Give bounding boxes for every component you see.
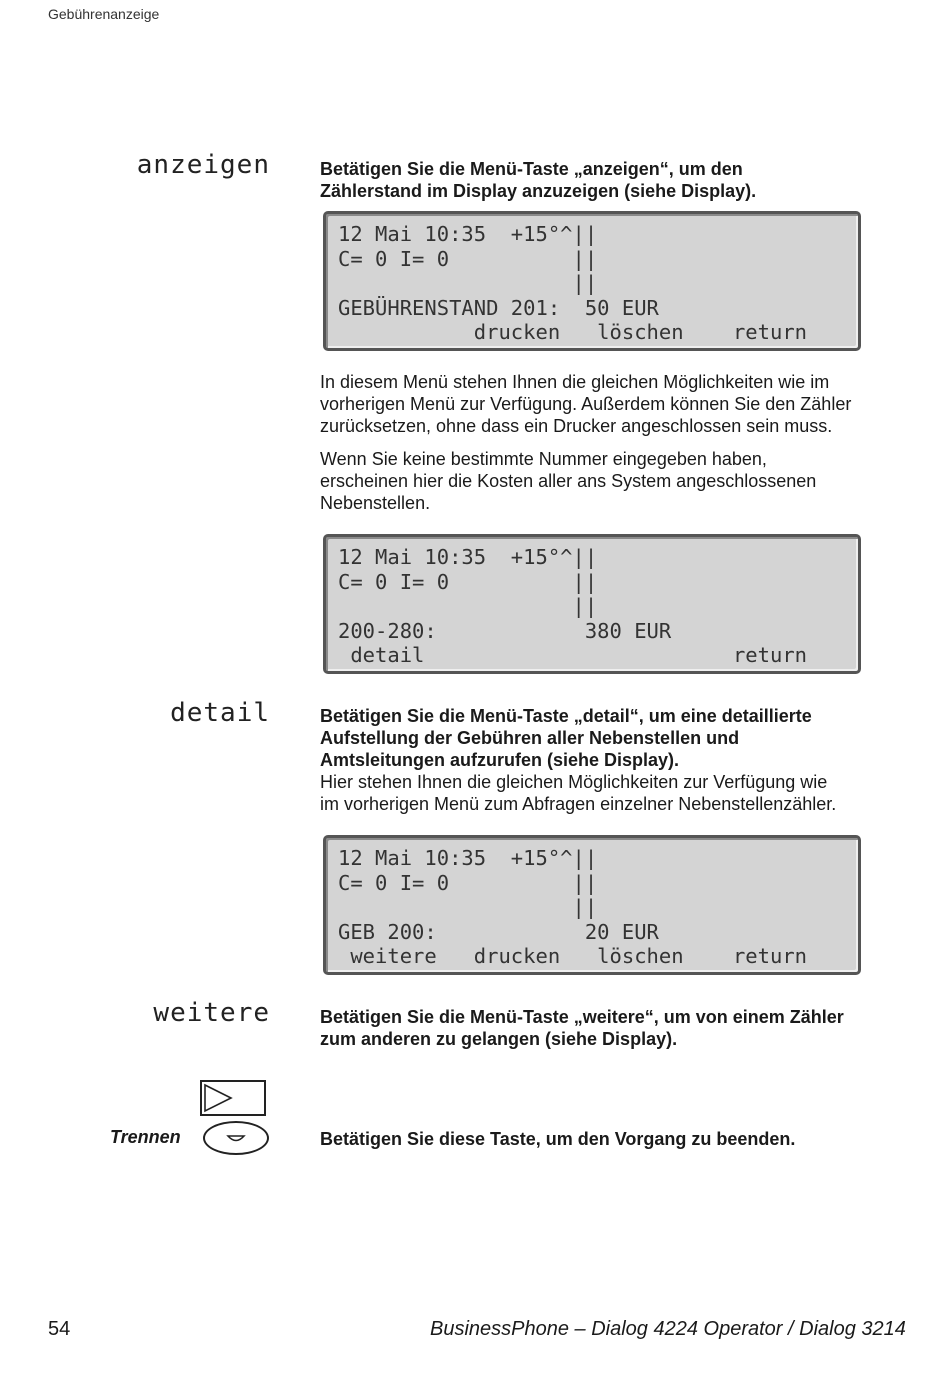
instruction-line: zum anderen zu gelangen (siehe Display). xyxy=(320,1029,678,1049)
menu-key-weitere: weitere xyxy=(153,998,270,1028)
menu-key-detail: detail xyxy=(170,698,270,728)
instruction-line: Betätigen Sie die Menü-Taste „detail“, um eine detaillierte xyxy=(320,706,812,726)
lcd-softkeys: drucken löschen return xyxy=(338,320,807,344)
lcd-line: 12 Mai 10:35 +15°^|| xyxy=(338,545,598,569)
instruction-line: Betätigen Sie die Menü-Taste „anzeigen“, um den xyxy=(320,159,743,179)
paragraph-line: zurücksetzen, ohne dass ein Drucker angeschlossen sein muss. xyxy=(320,416,833,436)
page-number: 54 xyxy=(48,1318,71,1340)
lcd-display-detail xyxy=(323,835,861,975)
lcd-line: C= 0 I= 0 || xyxy=(338,569,598,594)
running-header: Gebührenanzeige xyxy=(48,6,160,22)
paragraph-line: Hier stehen Ihnen die gleichen Möglichkeiten zur Verfügung wie xyxy=(320,772,828,792)
lcd-line: || xyxy=(338,271,598,295)
instruction-line: Zählerstand im Display anzuzeigen (siehe Display). xyxy=(320,181,757,201)
lcd-line: GEBÜHRENSTAND 201: 50 EUR xyxy=(338,295,659,320)
lcd-line: 12 Mai 10:35 +15°^|| xyxy=(338,222,598,246)
trennen-instruction: Betätigen Sie diese Taste, um den Vorgang zu beenden. xyxy=(320,1129,796,1149)
lcd-line: GEB 200: 20 EUR xyxy=(338,919,659,944)
lcd-line: C= 0 I= 0 || xyxy=(338,870,598,895)
lcd-softkeys: detail return xyxy=(338,643,807,667)
paragraph-line: erscheinen hier die Kosten aller ans System angeschlossenen xyxy=(320,471,817,491)
paragraph-line: Wenn Sie keine bestimmte Nummer eingegeben haben, xyxy=(320,449,767,469)
anzeigen-paragraph-2 xyxy=(320,448,890,514)
lcd-line: || xyxy=(338,594,598,618)
trennen-label: Trennen xyxy=(110,1127,181,1147)
lcd-softkeys: weitere drucken löschen return xyxy=(338,944,807,968)
play-key-icon xyxy=(200,1080,266,1116)
menu-key-anzeigen: anzeigen xyxy=(136,150,270,180)
lcd-display-gebuehrenstand xyxy=(323,211,861,351)
document-title: BusinessPhone – Dialog 4224 Operator / Dialog 3214 xyxy=(430,1318,906,1340)
weitere-instruction xyxy=(320,1006,890,1050)
lcd-line: 12 Mai 10:35 +15°^|| xyxy=(338,846,598,870)
paragraph-line: Nebenstellen. xyxy=(320,493,431,513)
lcd-line: 200-280: 380 EUR xyxy=(338,618,672,643)
lcd-line: C= 0 I= 0 || xyxy=(338,246,598,271)
paragraph-line: im vorherigen Menü zum Abfragen einzelner Nebenstellenzähler. xyxy=(320,794,837,814)
hang-up-key-icon xyxy=(203,1121,269,1155)
detail-instruction xyxy=(320,705,890,815)
lcd-line: || xyxy=(338,895,598,919)
instruction-line: Betätigen Sie die Menü-Taste „weitere“, um von einem Zähler xyxy=(320,1007,844,1027)
paragraph-line: vorherigen Menü zur Verfügung. Außerdem können Sie den Zähler xyxy=(320,394,852,414)
instruction-line: Aufstellung der Gebühren aller Nebenstellen und xyxy=(320,728,740,748)
anzeigen-instruction xyxy=(320,158,890,202)
instruction-line: Amtsleitungen aufzurufen (siehe Display). xyxy=(320,750,680,770)
anzeigen-paragraph-1 xyxy=(320,371,890,437)
paragraph-line: In diesem Menü stehen Ihnen die gleichen Möglichkeiten wie im xyxy=(320,372,830,392)
lcd-display-total xyxy=(323,534,861,674)
